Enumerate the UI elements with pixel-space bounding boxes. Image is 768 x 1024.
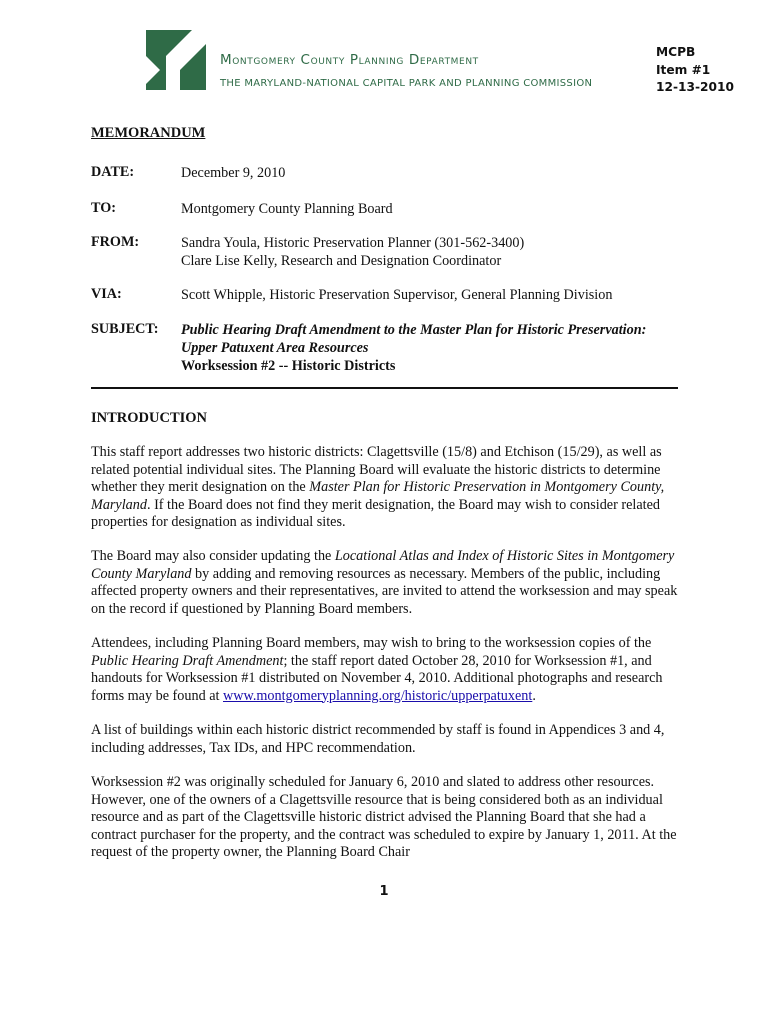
mcpb-item-block — [656, 44, 734, 97]
item-number: Item #1 — [656, 62, 711, 77]
paragraph-5: Worksession #2 was originally scheduled for January 6, 2010 and slated to address other resources. However, one of the owners of a Clagettsville resource that is being considered both as an individual resource and as part of the Clagettsville historic district advised the Planning Board that she had a contract purchaser for the property, and the contract was scheduled to expire by January 1, 2011. At the request of the property owner, the Planning Board Chair — [91, 774, 677, 860]
subject-line-3: Worksession #2 -- Historic Districts — [181, 358, 396, 374]
date-label: DATE: — [91, 164, 135, 180]
meeting-date: 12-13-2010 — [656, 80, 734, 94]
memo-title: MEMORANDUM — [91, 125, 206, 141]
paragraph-3 — [91, 635, 681, 705]
page-number: 1 — [379, 884, 389, 899]
from-value — [181, 234, 524, 270]
p2-text-b: by adding and removing resources as necessary. Members of the public, including affected property owners and their representatives, are invited to attend the worksession and may speak on the record if questioned by Planning Board members. — [91, 565, 678, 617]
p2-italic: Locational Atlas and Index of Historic Sites in Montgomery County Maryland — [91, 548, 675, 582]
via-value: Scott Whipple, Historic Preservation Supervisor, General Planning Division — [181, 287, 613, 303]
p3-text-b: ; the staff report dated October 28, 2010 for Worksession #1, and handouts for Worksession #1 distributed on November 4, 2010. Additional photographs and research forms may be found at — [91, 652, 663, 704]
from-label: FROM: — [91, 234, 140, 250]
paragraph-2 — [91, 548, 681, 618]
from-line-1: Sandra Youla, Historic Preservation Planner (301-562-3400) — [181, 235, 525, 251]
section-title-introduction: INTRODUCTION — [91, 410, 208, 426]
p1-text-a: This staff report addresses two historic districts: Clagettsville (15/8) and Etchison (15/29), as well as related potential individual sites. The Planning Board will evaluate the historic districts to determine whether they merit designation on the — [91, 444, 662, 495]
via-label: VIA: — [91, 286, 122, 302]
mcpb-label: MCPB — [656, 45, 696, 59]
subject-line-1: Public Hearing Draft Amendment to the Master Plan for Historic Preservation: — [181, 322, 647, 338]
subject-value — [181, 321, 646, 375]
paragraph-1 — [91, 444, 681, 532]
p3-text-a: Attendees, including Planning Board members, may wish to bring to the worksession copies of the — [91, 635, 652, 651]
p1-italic: Master Plan for Historic Preservation in Montgomery County, Maryland — [91, 479, 665, 513]
from-line-2: Clare Lise Kelly, Research and Designation Coordinator — [181, 253, 502, 269]
header-divider — [91, 387, 678, 389]
to-value: Montgomery County Planning Board — [181, 201, 393, 217]
subject-label: SUBJECT: — [91, 321, 159, 337]
p2-text-a: The Board may also consider updating the — [91, 548, 335, 564]
department-name: Montgomery County Planning Department — [220, 52, 479, 68]
paragraph-4: A list of buildings within each historic district recommended by staff is found in Appendices 3 and 4, including addresses, Tax IDs, and HPC recommendation. — [91, 722, 665, 756]
p3-text-c: . — [532, 687, 536, 704]
commission-name: THE MARYLAND-NATIONAL CAPITAL PARK AND PLANNING COMMISSION — [220, 78, 593, 89]
upperpatuxent-link[interactable]: www.montgomeryplanning.org/historic/upperpatuxent — [223, 687, 533, 704]
subject-line-2: Upper Patuxent Area Resources — [181, 340, 369, 356]
date-value: December 9, 2010 — [181, 165, 286, 181]
p1-text-b: . If the Board does not find they merit designation, the Board may wish to consider related properties for designation as individual sites. — [91, 496, 660, 530]
to-label: TO: — [91, 200, 116, 216]
mncppc-logo-icon — [146, 30, 206, 90]
p3-italic: Public Hearing Draft Amendment — [91, 652, 284, 669]
